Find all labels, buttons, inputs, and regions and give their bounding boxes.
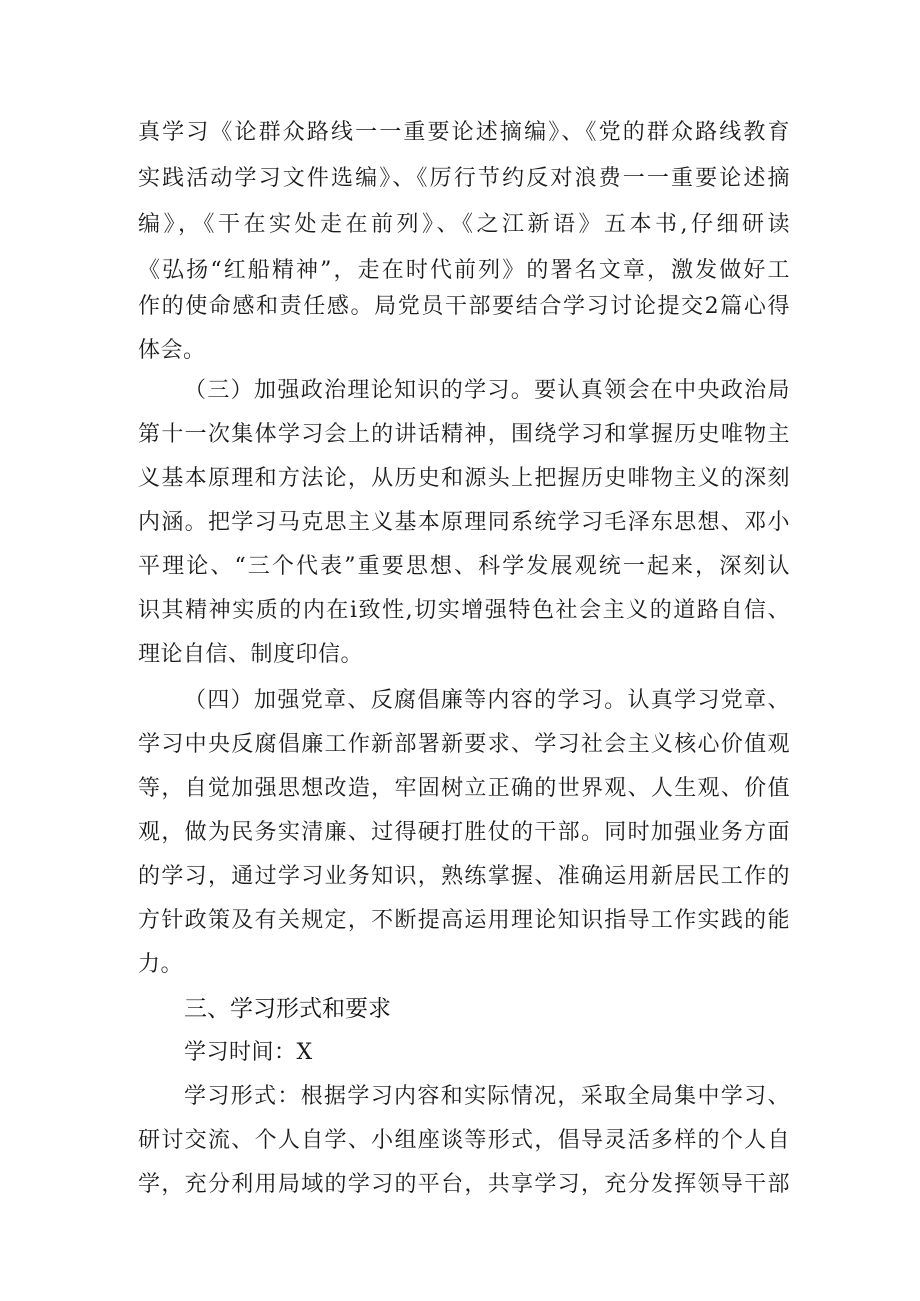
paragraph-line: 平理论、“三个代表”重要思想、科学发展观统一起来，深刻认 <box>138 554 790 579</box>
paragraph-line: 义基本原理和方法论，从历史和源头上把握历史啡物主义的深刻 <box>138 466 790 491</box>
paragraph-line: 实践活动学习文件选编》、《厉行节约反对浪费一一重要论述摘 <box>138 166 790 191</box>
paragraph-line: 等，自觉加强思想改造，牢固树立正确的世界观、人生观、价值 <box>138 776 790 801</box>
paragraph-line: 学习时间：X <box>184 1040 313 1065</box>
paragraph-line: （四）加强党章、反腐倡廉等内容的学习。认真学习党章、 <box>184 688 790 713</box>
paragraph-line: 方针政策及有关规定，不断提高运用理论知识指导工作实践的能 <box>138 908 790 933</box>
paragraph-line: 理论自信、制度印信。 <box>138 642 364 667</box>
paragraph-line: 学习中央反腐倡廉工作新部署新要求、学习社会主义核心价值观 <box>138 732 790 757</box>
paragraph-line: 学，充分利用局域的学习的平台，共享学习，充分发挥领导干部 <box>138 1172 790 1197</box>
paragraph-line: 体会。 <box>138 338 206 363</box>
paragraph-line: （三）加强政治理论知识的学习。要认真领会在中央政治局 <box>184 378 790 403</box>
paragraph-line: 研讨交流、个人自学、小组座谈等形式，倡导灵活多样的个人自 <box>138 1128 790 1153</box>
paragraph-line: 第十一次集体学习会上的讲话精神，围绕学习和掌握历史唯物主 <box>138 422 790 447</box>
paragraph-line: 《弘扬“红船精神”，走在时代前列》的署名文章，激发做好工 <box>138 258 790 283</box>
paragraph-line: 内涵。把学习马克思主义基本原理同系统学习毛泽东思想、邓小 <box>138 510 790 535</box>
paragraph-line: 力。 <box>138 952 184 977</box>
section-heading: 三、学习形式和要求 <box>184 996 391 1022</box>
paragraph-line: 识其精神实质的内在i致性,切实增强特色社会主义的道路自信、 <box>138 598 790 623</box>
paragraph-line: 真学习《论群众路线一一重要论述摘编》、《党的群众路线教育 <box>138 120 790 145</box>
paragraph-line: 观，做为民务实清廉、过得硬打胜仗的干部。同时加强业务方面 <box>138 820 790 845</box>
paragraph-line: 作的使命感和责任感。局党员干部要结合学习讨论提交2篇心得 <box>138 294 790 319</box>
paragraph-line: 学习形式：根据学习内容和实际情况，采取全局集中学习、 <box>184 1084 790 1109</box>
paragraph-line: 编》，《干在实处走在前列》、《之江新语》五本书,仔细研读 <box>138 212 790 237</box>
paragraph-line: 的学习，通过学习业务知识，熟练掌握、准确运用新居民工作的 <box>138 864 790 889</box>
